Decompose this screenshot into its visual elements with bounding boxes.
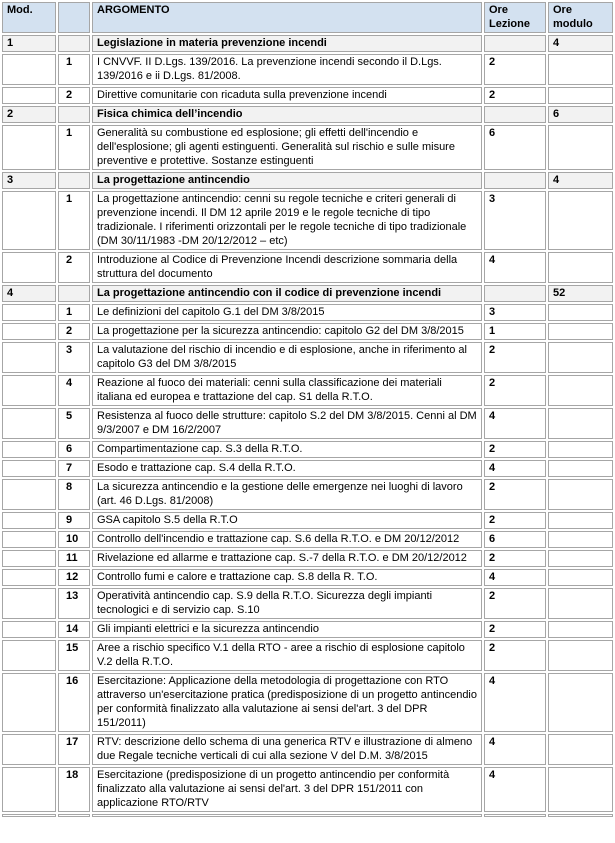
topic-ore-lezione-cell: 4 [484, 673, 546, 732]
topic-text-cell: Le definizioni del capitolo G.1 del DM 3/8/2015 [92, 304, 482, 321]
topic-mod-cell [2, 375, 56, 406]
topic-row [2, 621, 613, 638]
topic-ore-lezione-cell: 3 [484, 304, 546, 321]
topic-mod-cell [2, 673, 56, 732]
topic-ore-modulo-cell [548, 673, 613, 732]
topic-text-cell: Esodo e trattazione cap. S.4 della R.T.O. [92, 460, 482, 477]
topic-mod-cell [2, 441, 56, 458]
topic-ore-modulo-cell [548, 621, 613, 638]
topic-row [2, 408, 613, 439]
topic-text-cell: RTV: descrizione dello schema di una generica RTV e illustrazione di almeno due Regale tecniche verticali di cui alla sezione V del D.M. 3/8/2015 [92, 734, 482, 765]
topic-ore-modulo-cell [548, 569, 613, 586]
topic-text-cell [92, 814, 482, 817]
topic-ore-lezione-cell: 3 [484, 191, 546, 250]
topic-row [2, 479, 613, 510]
topic-ore-modulo-cell [548, 342, 613, 373]
header-sub [58, 2, 90, 33]
topic-mod-cell [2, 323, 56, 340]
topic-row [2, 673, 613, 732]
topic-text-cell: Rivelazione ed allarme e trattazione cap. S.-7 della R.T.O. e DM 20/12/2012 [92, 550, 482, 567]
topic-mod-cell [2, 304, 56, 321]
topic-text-cell: Controllo dell'incendio e trattazione cap. S.6 della R.T.O. e DM 20/12/2012 [92, 531, 482, 548]
topic-text-cell: GSA capitolo S.5 della R.T.O [92, 512, 482, 529]
topic-number-cell: 1 [58, 191, 90, 250]
topic-row [2, 323, 613, 340]
course-table-body [2, 2, 613, 817]
topic-mod-cell [2, 479, 56, 510]
module-ore-modulo-cell: 4 [548, 35, 613, 52]
topic-ore-lezione-cell: 1 [484, 323, 546, 340]
topic-ore-lezione-cell: 4 [484, 252, 546, 283]
topic-mod-cell [2, 252, 56, 283]
module-row [2, 35, 613, 52]
topic-ore-modulo-cell [548, 588, 613, 619]
topic-ore-lezione-cell: 2 [484, 479, 546, 510]
topic-number-cell: 14 [58, 621, 90, 638]
topic-mod-cell [2, 87, 56, 104]
topic-mod-cell [2, 640, 56, 671]
topic-row [2, 54, 613, 85]
topic-ore-lezione-cell: 2 [484, 550, 546, 567]
topic-number-cell: 7 [58, 460, 90, 477]
topic-row [2, 531, 613, 548]
topic-number-cell: 17 [58, 734, 90, 765]
topic-ore-lezione-cell: 2 [484, 87, 546, 104]
topic-text-cell: La valutazione del rischio di incendio e di esplosione, anche in riferimento al capitolo G3 del DM 3/8/2015 [92, 342, 482, 373]
topic-row [2, 375, 613, 406]
topic-row [2, 342, 613, 373]
topic-row [2, 734, 613, 765]
topic-ore-lezione-cell: 4 [484, 734, 546, 765]
module-row [2, 172, 613, 189]
topic-mod-cell [2, 550, 56, 567]
topic-text-cell: Aree a rischio specifico V.1 della RTO - aree a rischio di esplosione capitolo V.2 della R.T.O. [92, 640, 482, 671]
topic-mod-cell [2, 569, 56, 586]
topic-row [2, 460, 613, 477]
topic-ore-modulo-cell [548, 550, 613, 567]
module-sub-cell [58, 35, 90, 52]
topic-mod-cell [2, 460, 56, 477]
header-ore-modulo: Ore modulo [548, 2, 613, 33]
module-number-cell: 3 [2, 172, 56, 189]
topic-mod-cell [2, 342, 56, 373]
module-ore-modulo-cell: 6 [548, 106, 613, 123]
topic-ore-modulo-cell [548, 441, 613, 458]
topic-mod-cell [2, 734, 56, 765]
topic-ore-modulo-cell [548, 323, 613, 340]
topic-ore-lezione-cell: 4 [484, 460, 546, 477]
topic-ore-lezione-cell: 2 [484, 441, 546, 458]
module-title-cell: Legislazione in materia prevenzione incendi [92, 35, 482, 52]
topic-text-cell: Esercitazione (predisposizione di un progetto antincendio per conformità finalizzato alla valutazione ai sensi del'art. 3 del DPR 151/2011 con applicazione RTO/RTV [92, 767, 482, 812]
topic-row [2, 191, 613, 250]
topic-number-cell: 11 [58, 550, 90, 567]
topic-row [2, 550, 613, 567]
module-ore-modulo-cell: 4 [548, 172, 613, 189]
topic-text-cell: Compartimentazione cap. S.3 della R.T.O. [92, 441, 482, 458]
topic-row [2, 441, 613, 458]
topic-number-cell: 8 [58, 479, 90, 510]
topic-number-cell: 1 [58, 304, 90, 321]
topic-row [2, 252, 613, 283]
topic-mod-cell [2, 408, 56, 439]
topic-mod-cell [2, 621, 56, 638]
topic-number-cell: 6 [58, 441, 90, 458]
topic-row [2, 767, 613, 812]
topic-number-cell [58, 814, 90, 817]
topic-number-cell: 18 [58, 767, 90, 812]
topic-text-cell: La sicurezza antincendio e la gestione delle emergenze nei luoghi di lavoro (art. 46 D.Lgs. 81/2008) [92, 479, 482, 510]
topic-mod-cell [2, 814, 56, 817]
topic-ore-modulo-cell [548, 460, 613, 477]
topic-number-cell: 2 [58, 87, 90, 104]
topic-text-cell: Reazione al fuoco dei materiali: cenni sulla classificazione dei materiali italiana ed europea e trattazione del cap. S1 della R.T.O. [92, 375, 482, 406]
topic-text-cell: La progettazione per la sicurezza antincendio: capitolo G2 del DM 3/8/2015 [92, 323, 482, 340]
topic-mod-cell [2, 191, 56, 250]
topic-number-cell: 1 [58, 125, 90, 170]
module-ore-lezione-cell [484, 35, 546, 52]
topic-ore-lezione-cell: 2 [484, 588, 546, 619]
topic-ore-modulo-cell [548, 304, 613, 321]
topic-ore-lezione-cell: 2 [484, 54, 546, 85]
topic-mod-cell [2, 125, 56, 170]
header-mod: Mod. [2, 2, 56, 33]
topic-text-cell: Esercitazione: Applicazione della metodologia di progettazione con RTO attraverso un'esercitazione pratica (predisposizione di un progetto antincendio per conformità finalizzato alla valutazione ai sensi del'art. 3 del DPR 151/2011) [92, 673, 482, 732]
topic-text-cell: Controllo fumi e calore e trattazione cap. S.8 della R. T.O. [92, 569, 482, 586]
table-header-row [2, 2, 613, 33]
topic-ore-lezione-cell: 2 [484, 621, 546, 638]
module-title-cell: La progettazione antincendio [92, 172, 482, 189]
topic-row [2, 304, 613, 321]
topic-ore-modulo-cell [548, 191, 613, 250]
topic-ore-modulo-cell [548, 734, 613, 765]
topic-mod-cell [2, 531, 56, 548]
module-ore-lezione-cell [484, 172, 546, 189]
topic-ore-lezione-cell: 4 [484, 569, 546, 586]
topic-ore-modulo-cell [548, 512, 613, 529]
topic-ore-lezione-cell: 2 [484, 375, 546, 406]
topic-ore-modulo-cell [548, 252, 613, 283]
module-number-cell: 4 [2, 285, 56, 302]
topic-mod-cell [2, 588, 56, 619]
module-ore-modulo-cell: 52 [548, 285, 613, 302]
topic-row [2, 814, 613, 817]
topic-text-cell: Introduzione al Codice di Prevenzione Incendi descrizione sommaria della struttura del documento [92, 252, 482, 283]
topic-text-cell: La progettazione antincendio: cenni su regole tecniche e criteri generali di prevenzione incendi. Il DM 12 aprile 2019 e le regole tecniche di tipo tradizionale. I riferimenti orizzontali per le regole tecniche di tipo tradizionale (DM 30/11/1983 -DM 20/12/2012 – etc) [92, 191, 482, 250]
topic-number-cell: 9 [58, 512, 90, 529]
module-number-cell: 1 [2, 35, 56, 52]
topic-row [2, 87, 613, 104]
topic-text-cell: Gli impianti elettrici e la sicurezza antincendio [92, 621, 482, 638]
topic-text-cell: Operatività antincendio cap. S.9 della R.T.O. Sicurezza degli impianti tecnologici e di servizio cap. S.10 [92, 588, 482, 619]
topic-ore-modulo-cell [548, 479, 613, 510]
module-title-cell: Fisica chimica dell’incendio [92, 106, 482, 123]
topic-ore-lezione-cell [484, 814, 546, 817]
topic-ore-modulo-cell [548, 408, 613, 439]
topic-row [2, 569, 613, 586]
topic-row [2, 512, 613, 529]
header-ore-lezione: Ore Lezione [484, 2, 546, 33]
topic-ore-lezione-cell: 6 [484, 125, 546, 170]
topic-number-cell: 2 [58, 252, 90, 283]
topic-ore-modulo-cell [548, 375, 613, 406]
topic-number-cell: 10 [58, 531, 90, 548]
topic-number-cell: 3 [58, 342, 90, 373]
topic-ore-modulo-cell [548, 814, 613, 817]
module-sub-cell [58, 172, 90, 189]
topic-number-cell: 1 [58, 54, 90, 85]
topic-mod-cell [2, 54, 56, 85]
topic-ore-modulo-cell [548, 125, 613, 170]
module-sub-cell [58, 106, 90, 123]
header-argomento: ARGOMENTO [92, 2, 482, 33]
topic-ore-lezione-cell: 2 [484, 640, 546, 671]
topic-number-cell: 15 [58, 640, 90, 671]
topic-number-cell: 2 [58, 323, 90, 340]
module-ore-lezione-cell [484, 106, 546, 123]
topic-mod-cell [2, 512, 56, 529]
topic-ore-lezione-cell: 6 [484, 531, 546, 548]
topic-text-cell: Direttive comunitarie con ricaduta sulla prevenzione incendi [92, 87, 482, 104]
topic-text-cell: Generalità su combustione ed esplosione; gli effetti dell'incendio e dell'esplosione; gli agenti estinguenti. Generalità sul rischio e sulle misure preventive e protettive. Sostanze estinguenti [92, 125, 482, 170]
topic-row [2, 640, 613, 671]
module-row [2, 106, 613, 123]
module-row [2, 285, 613, 302]
topic-text-cell: I CNVVF. II D.Lgs. 139/2016. La prevenzione incendi secondo il D.Lgs. 139/2016 e ii D.Lgs. 81/2008. [92, 54, 482, 85]
topic-number-cell: 5 [58, 408, 90, 439]
topic-ore-modulo-cell [548, 87, 613, 104]
topic-ore-lezione-cell: 2 [484, 342, 546, 373]
topic-mod-cell [2, 767, 56, 812]
topic-number-cell: 12 [58, 569, 90, 586]
topic-ore-modulo-cell [548, 640, 613, 671]
topic-number-cell: 13 [58, 588, 90, 619]
topic-row [2, 125, 613, 170]
topic-ore-lezione-cell: 4 [484, 767, 546, 812]
topic-ore-lezione-cell: 2 [484, 512, 546, 529]
module-ore-lezione-cell [484, 285, 546, 302]
topic-text-cell: Resistenza al fuoco delle strutture: capitolo S.2 del DM 3/8/2015. Cenni al DM 9/3/2007 e DM 16/2/2007 [92, 408, 482, 439]
module-title-cell: La progettazione antincendio con il codice di prevenzione incendi [92, 285, 482, 302]
module-number-cell: 2 [2, 106, 56, 123]
topic-number-cell: 4 [58, 375, 90, 406]
topic-row [2, 588, 613, 619]
topic-ore-modulo-cell [548, 54, 613, 85]
topic-ore-lezione-cell: 4 [484, 408, 546, 439]
topic-number-cell: 16 [58, 673, 90, 732]
topic-ore-modulo-cell [548, 531, 613, 548]
topic-ore-modulo-cell [548, 767, 613, 812]
module-sub-cell [58, 285, 90, 302]
